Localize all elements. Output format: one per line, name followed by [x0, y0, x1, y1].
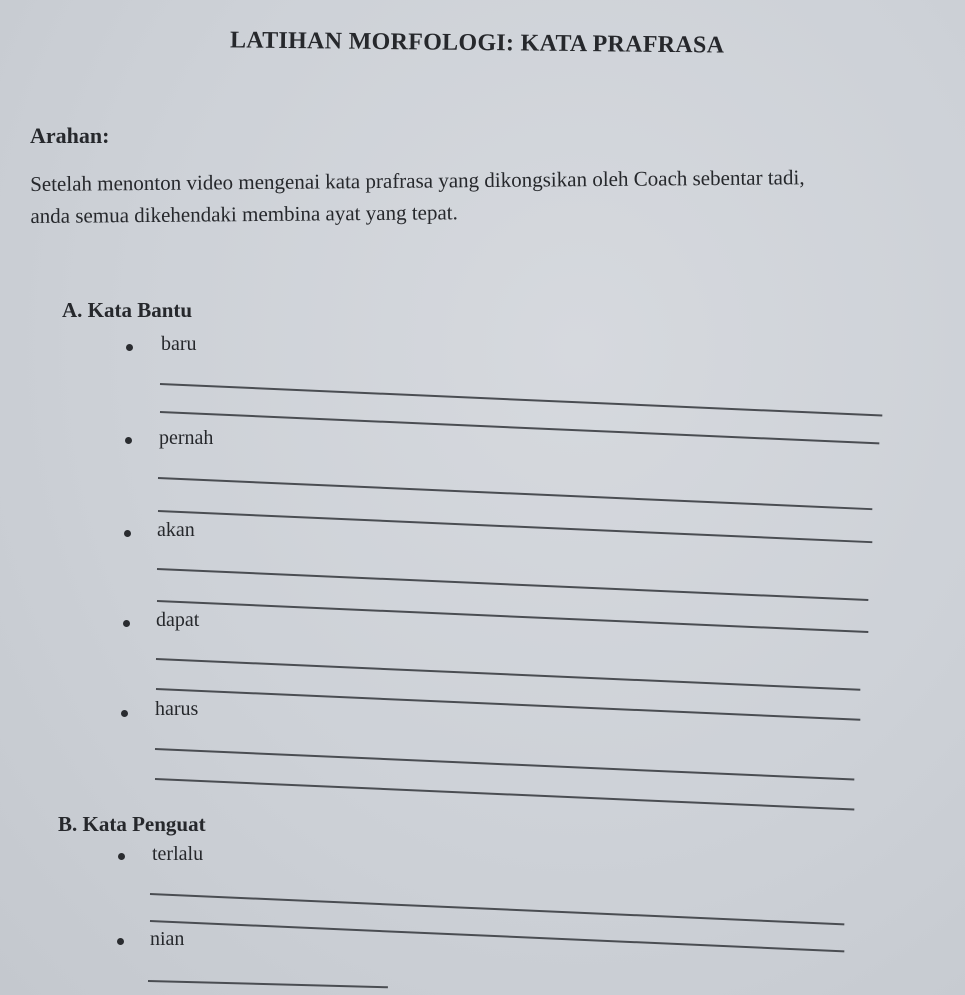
- item-baru: baru: [161, 333, 197, 355]
- answer-line[interactable]: [150, 920, 844, 952]
- answer-line[interactable]: [155, 748, 854, 780]
- answer-line[interactable]: [155, 778, 854, 810]
- answer-line[interactable]: [148, 980, 388, 988]
- answer-line[interactable]: [156, 688, 860, 720]
- bullet-icon: [123, 620, 130, 627]
- answer-line[interactable]: [157, 568, 868, 601]
- instructions-line-2: anda semua dikehendaki membina ayat yang tepat.: [30, 200, 458, 228]
- bullet-icon: [118, 853, 125, 860]
- answer-line[interactable]: [150, 893, 844, 925]
- page-title: LATIHAN MORFOLOGI: KATA PRAFRASA: [229, 27, 725, 59]
- item-terlalu: terlalu: [152, 843, 204, 865]
- answer-line[interactable]: [160, 383, 882, 416]
- answer-line[interactable]: [158, 477, 872, 510]
- answer-line[interactable]: [157, 600, 868, 633]
- answer-line[interactable]: [156, 658, 860, 690]
- item-dapat: dapat: [156, 609, 200, 631]
- item-nian: nian: [150, 928, 185, 950]
- item-akan: akan: [157, 519, 195, 541]
- bullet-icon: [117, 938, 124, 945]
- answer-line[interactable]: [158, 510, 872, 543]
- item-harus: harus: [155, 698, 199, 720]
- bullet-icon: [125, 437, 132, 444]
- bullet-icon: [124, 530, 131, 537]
- section-b-heading: B. Kata Penguat: [58, 812, 206, 836]
- answer-line[interactable]: [160, 411, 879, 444]
- instructions-line-1: Setelah menonton video mengenai kata prafrasa yang dikongsikan oleh Coach sebentar tadi,: [30, 165, 805, 196]
- section-a-heading: A. Kata Bantu: [62, 298, 193, 322]
- bullet-icon: [126, 344, 133, 351]
- instructions-heading: Arahan:: [30, 123, 110, 148]
- bullet-icon: [121, 710, 128, 717]
- instructions-text: [30, 160, 941, 232]
- item-pernah: pernah: [159, 427, 214, 449]
